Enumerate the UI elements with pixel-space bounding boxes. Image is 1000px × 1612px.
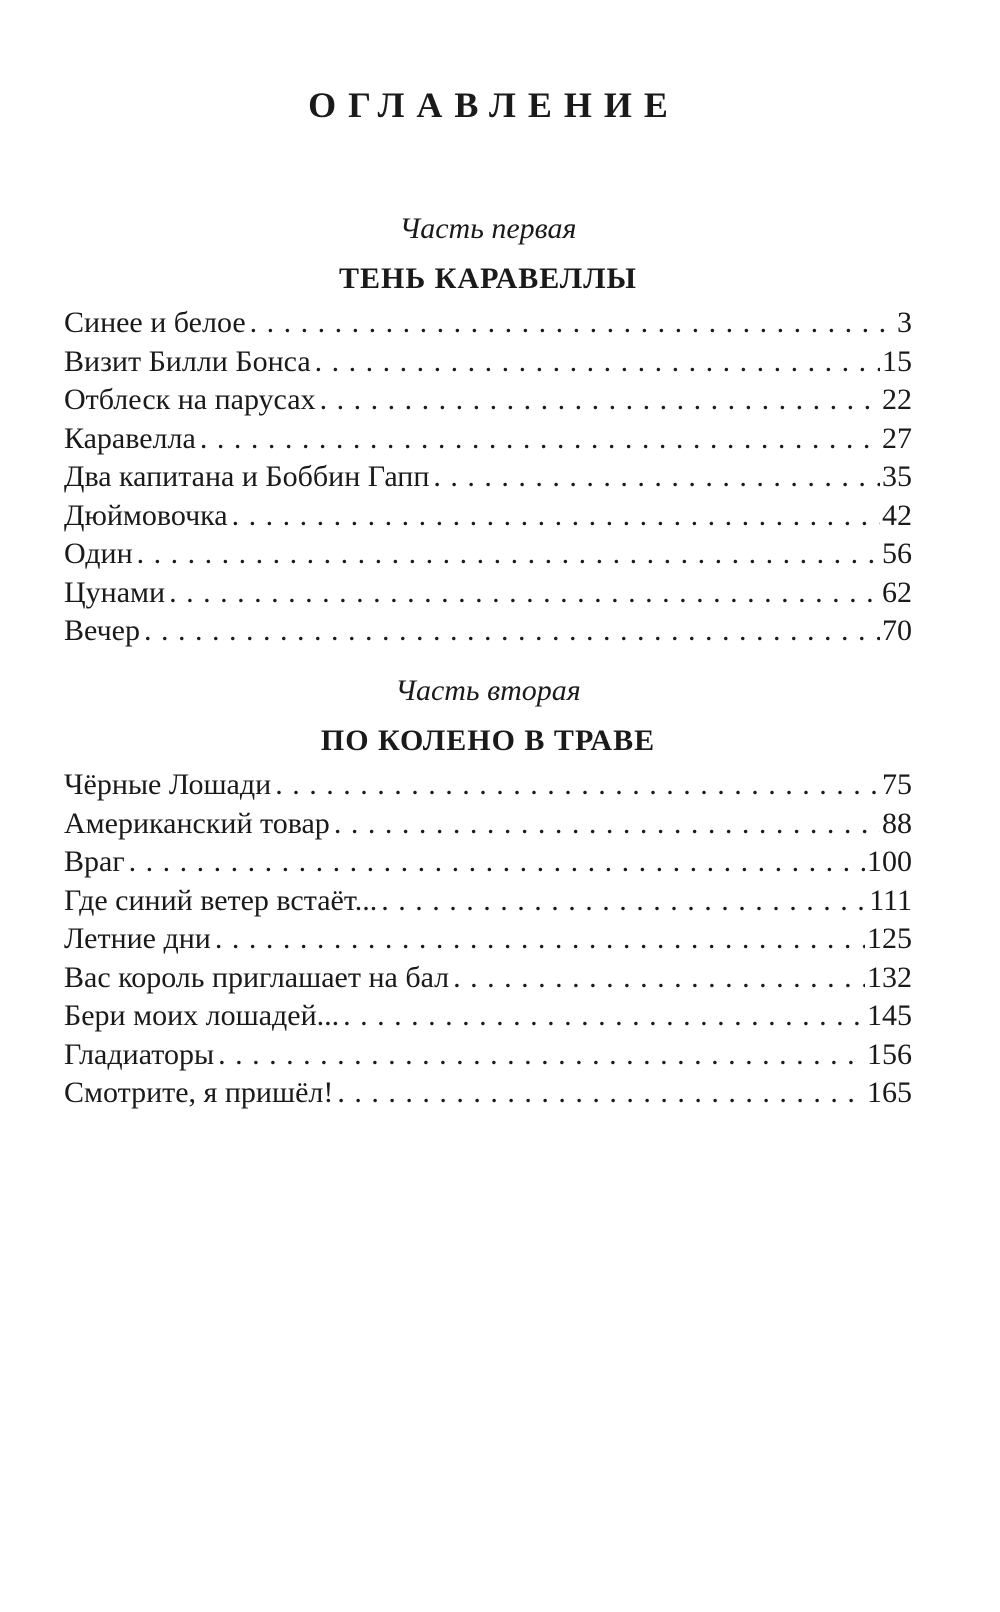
toc-entry-page-number: 75 bbox=[882, 768, 912, 801]
toc-entry-page-number: 156 bbox=[867, 1037, 912, 1071]
toc-entry-title: Где синий ветер встаёт... bbox=[64, 883, 378, 917]
toc-leader-dots bbox=[315, 343, 880, 382]
toc-leader-dots bbox=[200, 420, 880, 459]
toc-leader-dots bbox=[215, 920, 865, 959]
toc-entry-title: Смотрите, я пришёл! bbox=[64, 1076, 334, 1109]
toc-entry-page-number: 35 bbox=[882, 460, 912, 493]
toc-leader-dots bbox=[137, 535, 880, 574]
toc-entry bbox=[64, 612, 912, 651]
toc-entry bbox=[64, 497, 912, 536]
toc-leader-dots bbox=[169, 574, 880, 613]
toc-entry bbox=[64, 1036, 912, 1075]
toc-entry-title: Один bbox=[64, 537, 133, 570]
toc-entry bbox=[64, 1074, 912, 1113]
toc-entry bbox=[64, 535, 912, 574]
toc-entry bbox=[64, 843, 912, 882]
toc-leader-dots bbox=[129, 843, 865, 882]
toc-entry-title: Цунами bbox=[64, 575, 166, 609]
toc-entry-page-number: 165 bbox=[867, 1076, 912, 1109]
toc-leader-dots bbox=[320, 381, 880, 420]
toc-entry-page-number: 145 bbox=[867, 999, 912, 1032]
toc-entry-page-number: 42 bbox=[882, 498, 912, 532]
toc-entry-page-number: 56 bbox=[882, 537, 912, 570]
toc-entry-page-number: 27 bbox=[882, 421, 912, 455]
toc-entry-title: Бери моих лошадей... bbox=[64, 999, 340, 1032]
toc-entry-title: Каравелла bbox=[64, 421, 196, 455]
toc-entry-page-number: 3 bbox=[897, 306, 912, 339]
toc-leader-dots bbox=[433, 458, 880, 497]
toc-entry-page-number: 62 bbox=[882, 575, 912, 609]
toc-entry bbox=[64, 381, 912, 420]
toc-entry-title: Гладиаторы bbox=[64, 1037, 215, 1071]
toc-leader-dots bbox=[334, 805, 880, 844]
toc-entry-title: Вечер bbox=[64, 614, 140, 647]
toc-leader-dots bbox=[232, 497, 880, 536]
toc-entry bbox=[64, 997, 912, 1036]
toc-entry bbox=[64, 574, 912, 613]
toc-entry-title: Отблеск на парусах bbox=[64, 383, 316, 416]
toc-leader-dots bbox=[381, 882, 867, 921]
toc-leader-dots bbox=[250, 304, 895, 343]
toc-entry-title: Американский товар bbox=[64, 806, 330, 840]
toc-leader-dots bbox=[337, 1074, 865, 1113]
toc-entry-page-number: 100 bbox=[867, 845, 912, 878]
toc-entry-title: Дюймовочка bbox=[64, 498, 228, 532]
toc-entry-page-number: 70 bbox=[882, 614, 912, 647]
toc-leader-dots bbox=[453, 959, 865, 998]
toc-list bbox=[64, 766, 912, 1113]
toc-entry-title: Два капитана и Боббин Гапп bbox=[64, 460, 430, 493]
toc-entry-title: Чёрные Лошади bbox=[64, 768, 272, 801]
part-label: Часть вторая bbox=[395, 674, 581, 707]
toc-entry bbox=[64, 766, 912, 805]
part-title: ПО КОЛЕНО В ТРАВЕ bbox=[320, 724, 656, 757]
toc-entry bbox=[64, 304, 912, 343]
toc-entry-page-number: 88 bbox=[882, 806, 912, 840]
toc-entry-page-number: 22 bbox=[882, 383, 912, 416]
part-1 bbox=[64, 214, 912, 651]
toc-leader-dots bbox=[343, 997, 865, 1036]
toc-entry bbox=[64, 420, 912, 459]
toc-entry-title: Летние дни bbox=[64, 922, 211, 955]
part-title: ТЕНЬ КАРАВЕЛЛЫ bbox=[338, 262, 638, 295]
toc-list bbox=[64, 304, 912, 651]
toc-leader-dots bbox=[275, 766, 880, 805]
toc-entry-title: Враг bbox=[64, 845, 125, 878]
toc-entry-page-number: 15 bbox=[882, 344, 912, 378]
part-2 bbox=[64, 676, 912, 1113]
page-title: ОГЛАВЛЕНИЕ bbox=[308, 85, 680, 125]
toc-entry bbox=[64, 458, 912, 497]
toc-entry bbox=[64, 959, 912, 998]
toc-entry bbox=[64, 343, 912, 382]
toc-leader-dots bbox=[218, 1036, 865, 1075]
toc-entry-title: Синее и белое bbox=[64, 306, 246, 339]
part-label: Часть первая bbox=[399, 212, 577, 245]
toc-entry-title: Вас король приглашает на бал bbox=[64, 960, 450, 994]
toc-entry-title: Визит Билли Бонса bbox=[64, 344, 311, 378]
toc-entry bbox=[64, 805, 912, 844]
toc-entry bbox=[64, 920, 912, 959]
toc-entry-page-number: 125 bbox=[867, 922, 912, 955]
toc-entry bbox=[64, 882, 912, 921]
toc-leader-dots bbox=[144, 612, 880, 651]
toc-entry-page-number: 111 bbox=[869, 883, 912, 917]
toc-entry-page-number: 132 bbox=[867, 960, 912, 994]
